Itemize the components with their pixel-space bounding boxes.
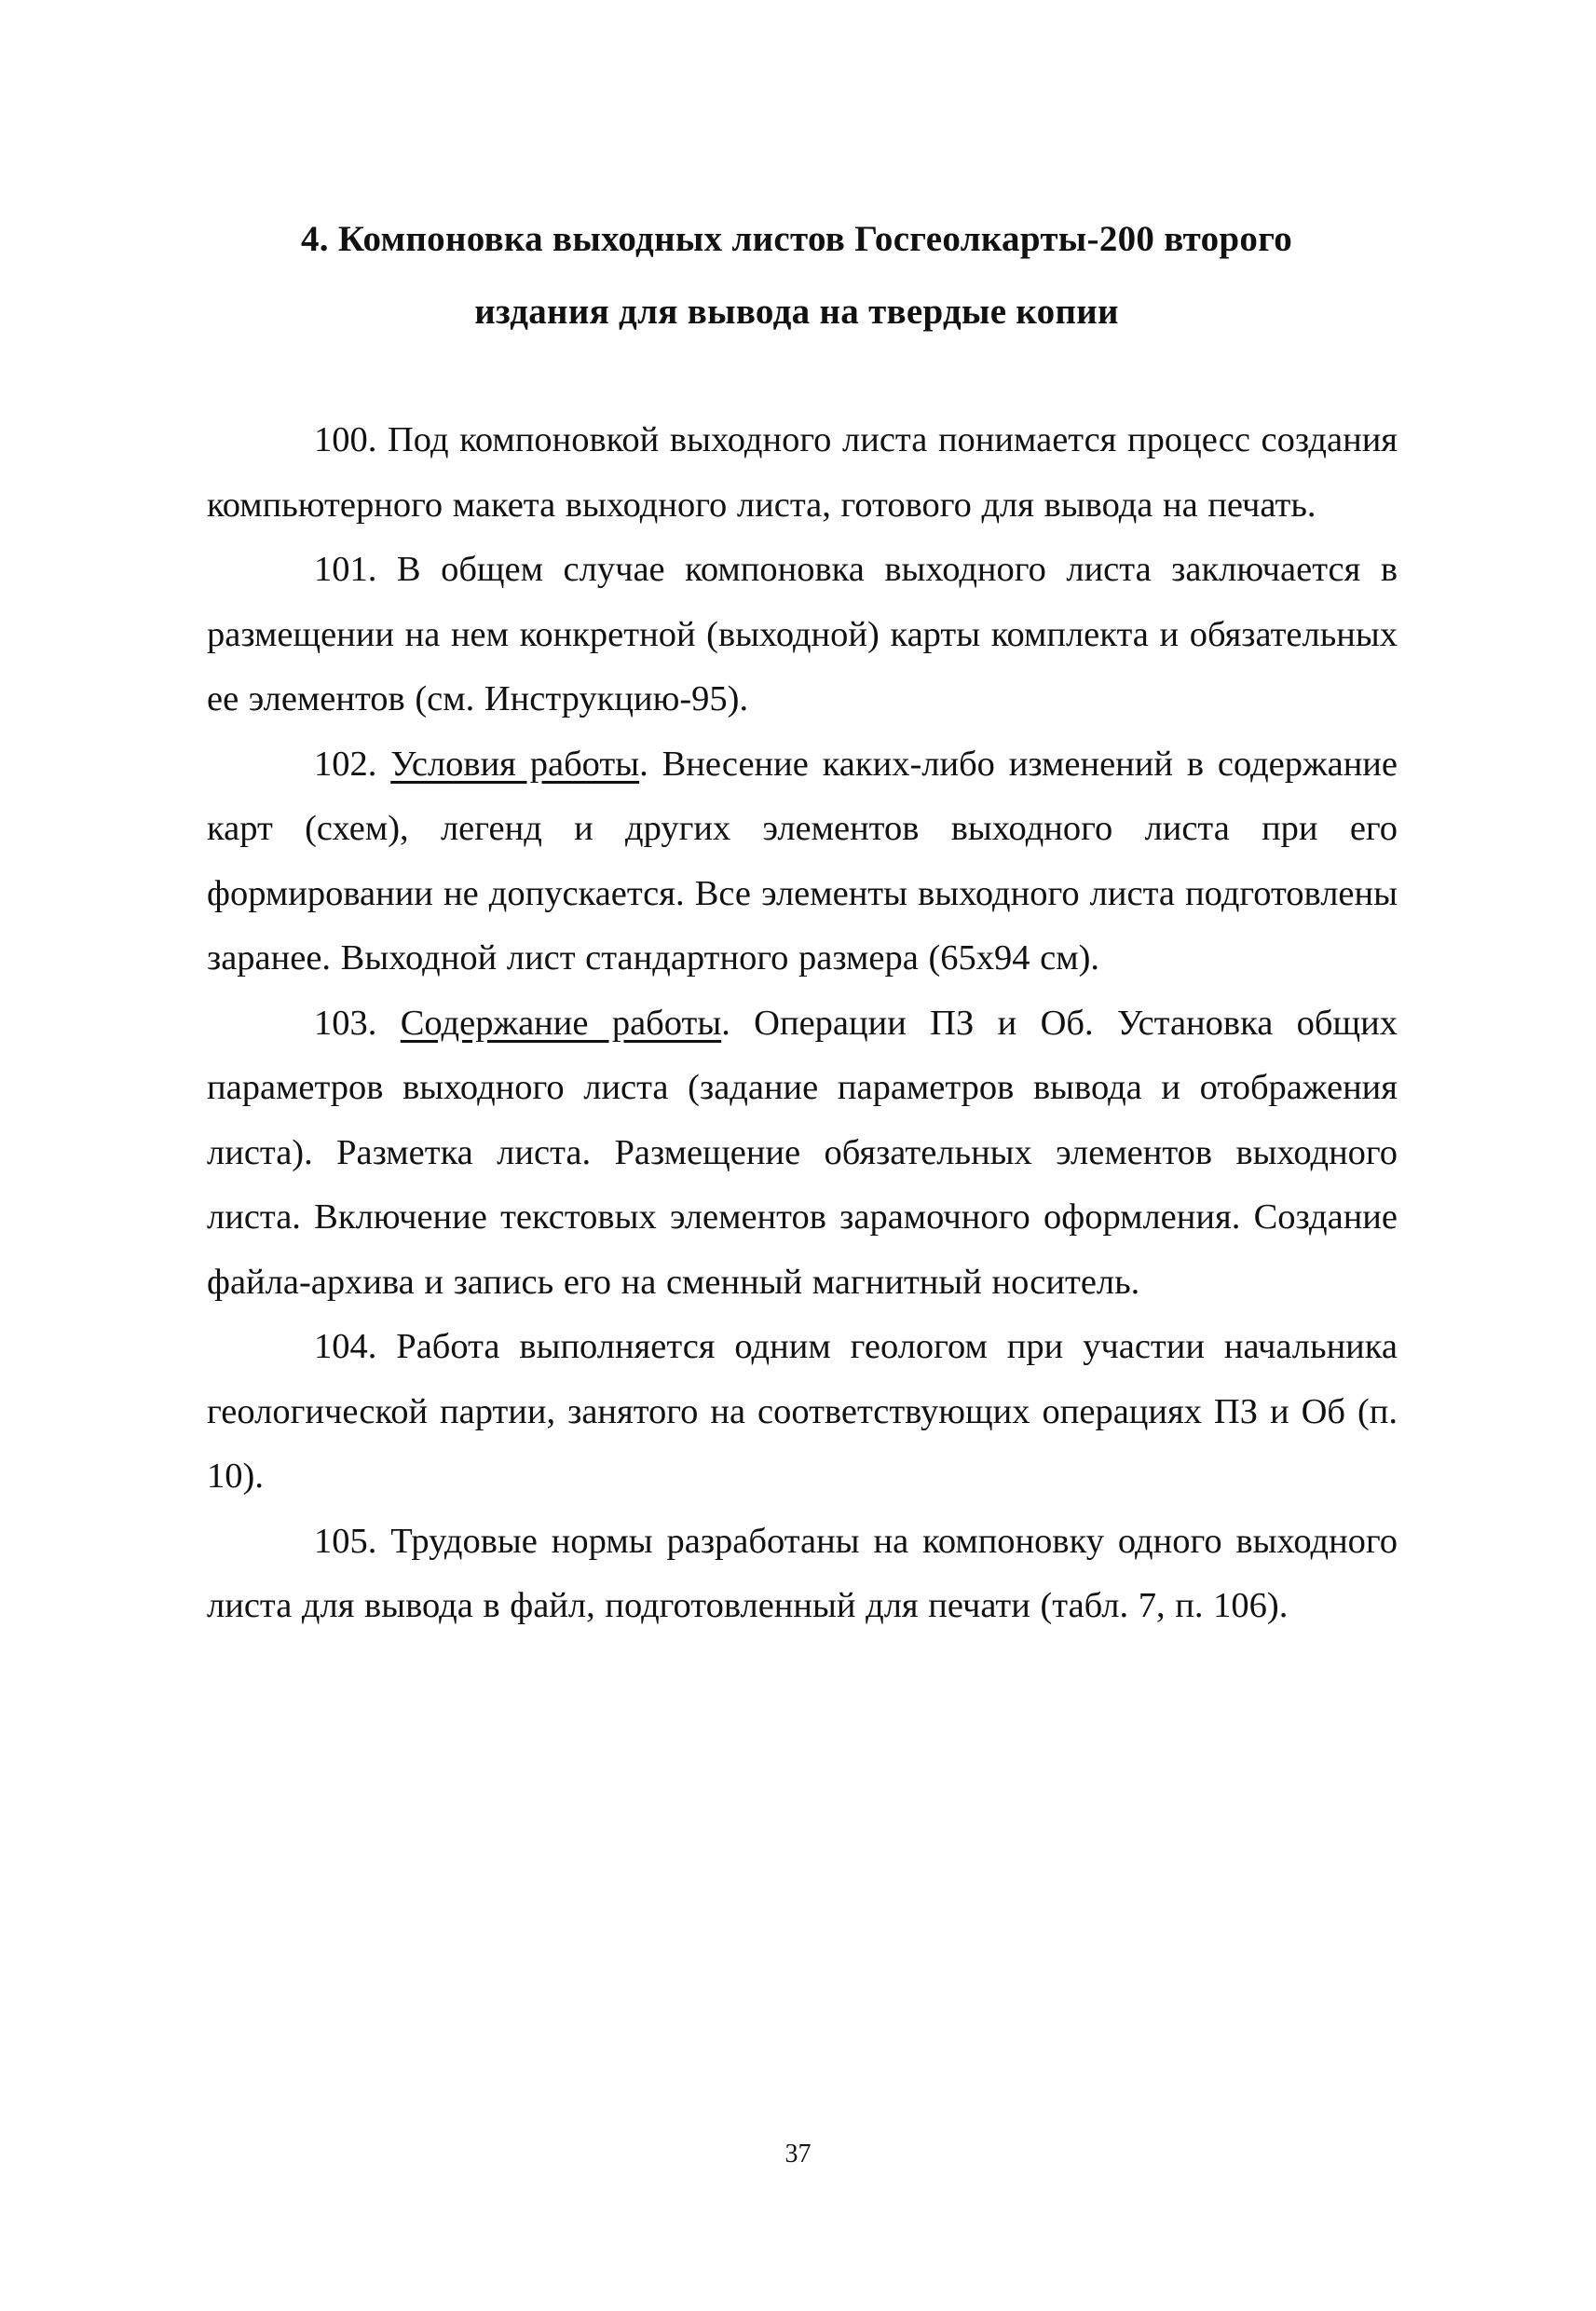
paragraph-103 (207, 991, 1398, 1316)
paragraph-103-number: 103. (314, 1003, 401, 1043)
paragraph-102-text: . Внесение каких-либо изменений в содержание карт (схем), легенд и других элементов выходного листа при его формировании не допускается. Все элементы выходного листа подготовлены заранее. Выходной лист стандартного размера (65х94 см). (207, 744, 1398, 978)
paragraph-103-title: Содержание работы (400, 1003, 722, 1043)
paragraph-102-number: 102. (314, 744, 391, 784)
heading-line-1: 4. Компоновка выходных листов Госгеолкарты-200 второго (300, 219, 1293, 259)
body-text (207, 408, 1398, 1639)
paragraph-105: 105. Трудовые нормы разработаны на компоновку одного выходного листа для вывода в файл, подготовленный для печати (табл. 7, п. 106). (207, 1521, 1398, 1625)
paragraph-100: 100. Под компоновкой выходного листа понимается процесс создания компьютерного макета выходного листа, готового для вывода на печать. (207, 420, 1398, 525)
page-number: 37 (784, 2140, 812, 2168)
paragraph-101: 101. В общем случае компоновка выходного листа заключается в размещении на нем конкретной (выходной) карты комплекта и обязательных ее элементов (см. Инструкцию-95). (207, 550, 1398, 718)
section-heading (196, 203, 1398, 349)
paragraph-102-title: Условия работы (390, 744, 640, 784)
paragraph-102 (207, 732, 1398, 991)
heading-line-2: издания для вывода на твердые копии (474, 292, 1119, 332)
paragraph-104: 104. Работа выполняется одним геологом при участии начальника геологической партии, занятого на соответствующих операциях ПЗ и Об (п. 10). (207, 1327, 1398, 1496)
paragraph-103-text: . Операции ПЗ и Об. Установка общих параметров выходного листа (задание параметров вывода и отображения листа). Разметка листа. Размещение обязательных элементов выходного листа. Включение текстовых элементов зарамочного оформления. Создание файла-архива и запись его на сменный магнитный носитель. (207, 1003, 1398, 1302)
